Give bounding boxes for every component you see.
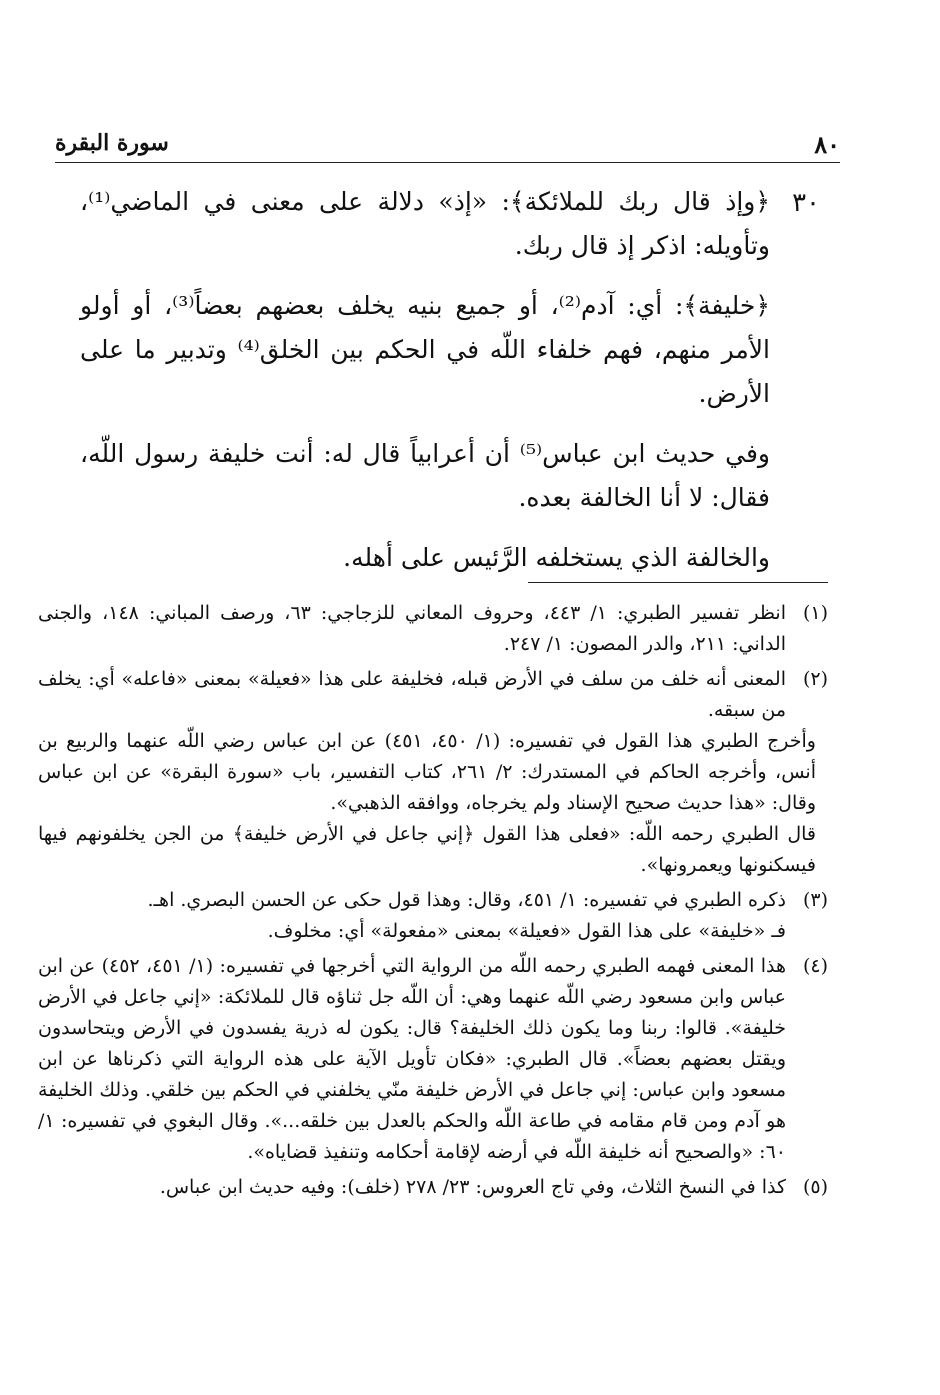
footnote-text: فـ «خليفة» على هذا القول «فعيلة» بمعنى «مفعولة» أي: مخلوف. — [267, 920, 786, 942]
footnote — [38, 664, 828, 881]
verse-number: ٣٠ — [792, 188, 820, 218]
footnote-number: (٢) — [802, 668, 828, 690]
footnote-text: ذكره الطبري في تفسيره: ١/ ٤٥١، وقال: وهذا قول حكى عن الحسن البصري. اهـ. — [147, 889, 786, 911]
commentary-paragraph: وفي حديث ابن عباس⁽⁵⁾ أن أعرابياً قال له: أنت خليفة رسول اللّه، فقال: لا أنا الخالفة بعده. — [80, 439, 770, 512]
commentary-paragraph: ﴿وإذ قال ربك للملائكة﴾: «إذ» دلالة على معنى في الماضي⁽¹⁾، وتأويله: اذكر إذ قال ربك. — [80, 187, 770, 260]
commentary-text — [80, 180, 770, 580]
footnote-text: وأخرج الطبري هذا القول في تفسيره: (١/ ٤٥٠، ٤٥١) عن ابن عباس رضي اللّه عنهما والربيع بن أنس، وأخرجه الحاكم في المستدرك: ٢/ ٢٦١، كتاب التفسير، باب «سورة البقرة» عن ابن عباس وقال: «هذا حديث صحيح الإسناد ولم يخرجاه، ووافقه الذهبي». — [38, 730, 816, 814]
footnote — [38, 598, 828, 660]
footnote-number: (٣) — [802, 889, 828, 911]
footnote-text: هذا المعنى فهمه الطبري رحمه اللّه من الرواية التي أخرجها في تفسيره: (١/ ٤٥١، ٤٥٢) عن ابن عباس وابن مسعود رضي اللّه عنهما وهي: أن اللّه جل ثناؤه قال للملائكة: «إني جاعل في الأرض خليفة». قالوا: ربنا وما يكون ذلك الخليفة؟ قال: يكون له ذرية يفسدون في الأرض ويتحاسدون ويقتل بعضهم بعضاً». قال الطبري: «فكان تأويل الآية على هذه الرواية التي ذكرناها عن ابن مسعود وابن عباس: إني جاعل في الأرض خليفة منّي يخلفني في الحكم بين خلقي. وذلك الخليفة هو آدم ومن قام مقامه في طاعة اللّه والحكم بالعدل بين خلقه...». وقال البغوي في تفسيره: ١/ ٦٠: «والصحيح أنه خليفة اللّه في أرضه لإقامة أحكامه وتنفيذ قضاياه». — [38, 955, 787, 1163]
footnotes — [38, 598, 828, 1207]
running-header — [55, 128, 840, 163]
footnote-number: (٤) — [802, 955, 828, 977]
commentary-paragraph: ﴿خليفة﴾: أي: آدم⁽²⁾، أو جميع بنيه يخلف بعضهم بعضاً⁽³⁾، أو أولو الأمر منهم، فهم خلفاء اللّه في الحكم بين الخلق⁽⁴⁾ وتدبير ما على الأرض. — [80, 291, 770, 408]
footnote-number: (١) — [802, 602, 828, 624]
footnote-text: كذا في النسخ الثلاث، وفي تاج العروس: ٢٣/ ٢٧٨ (خلف): وفيه حديث ابن عباس. — [159, 1176, 786, 1198]
page-number: ٨٠ — [814, 130, 840, 159]
footnote-text: انظر تفسير الطبري: ١/ ٤٤٣، وحروف المعاني للزجاجي: ٦٣، ورصف المباني: ١٤٨، والجنى الداني: ٢١١، والدر المصون: ١/ ٢٤٧. — [38, 602, 786, 655]
footnote — [38, 1172, 828, 1203]
footnote-text: قال الطبري رحمه اللّه: «فعلى هذا القول ﴿إني جاعل في الأرض خليفة﴾ من الجن يخلفونهم فيها فيسكنونها ويعمرونها». — [38, 823, 816, 876]
footnote-text: المعنى أنه خلف من سلف في الأرض قبله، فخليفة على هذا «فعيلة» بمعنى «فاعله» أي: يخلف من سبقه. — [38, 668, 786, 721]
footnote-number: (٥) — [802, 1176, 828, 1198]
footnote-divider — [528, 582, 828, 583]
footnote — [38, 885, 828, 947]
surah-title: سورة البقرة — [55, 130, 169, 156]
footnote — [38, 951, 828, 1168]
commentary-paragraph: والخالفة الذي يستخلفه الرَّئيس على أهله. — [343, 543, 770, 572]
